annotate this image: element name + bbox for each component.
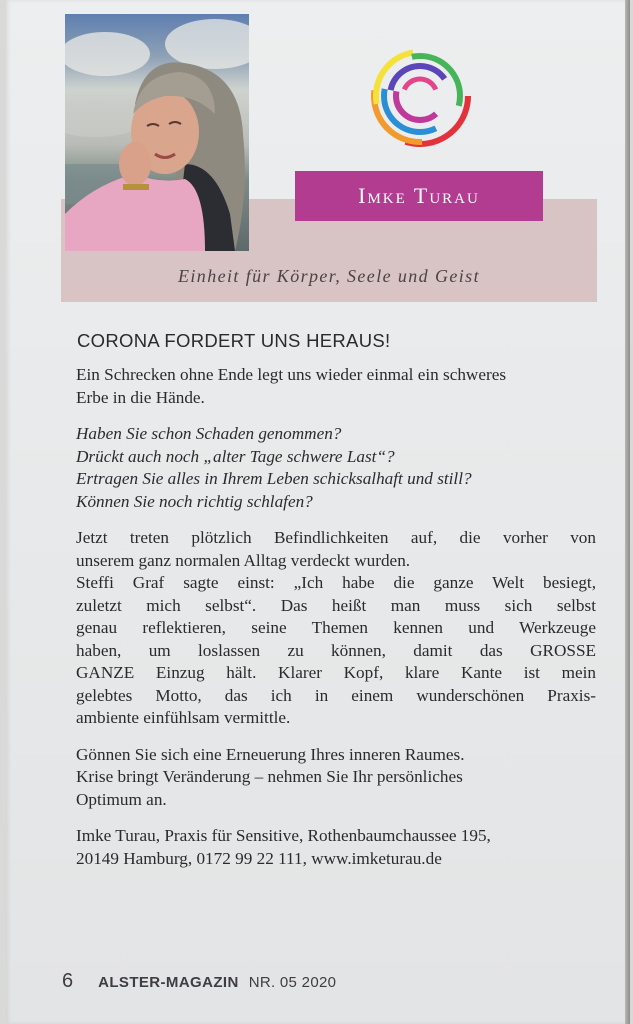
body-line: gelebtes Motto, das ich in einem wunderschönen Praxis- [76,685,596,705]
body-line: haben, um loslassen zu können, damit das GROSSE [76,640,596,660]
portrait-photo [65,14,249,251]
issue-number: NR. 05 2020 [248,974,337,991]
body-line: zuletzt mich selbst“. Das heißt man muss sich selbst [76,595,596,615]
closing-line: Gönnen Sie sich eine Erneuerung Ihres inneren Raumes. [76,744,465,764]
intro-paragraph [76,364,596,409]
question-line: Haben Sie schon Schaden genommen? [76,424,342,443]
body-line: GANZE Einzug hält. Klarer Kopf, klare Kante ist mein [76,663,596,682]
closing-line: Krise bringt Veränderung – nehmen Sie Ihr persönliches [76,767,463,786]
closing-line: Optimum an. [76,789,167,809]
name-label: Imke Turau [295,171,543,221]
article [76,330,596,884]
question-line: Drückt auch noch „alter Tage schwere Last“? [76,446,395,466]
body-line: Steffi Graf sagte einst: „Ich habe die ganze Welt besiegt, [76,573,596,592]
questions-paragraph [76,423,596,513]
contact-line: 20149 Hamburg, 0172 99 22 111, www.imketurau.de [76,848,442,868]
tagline: Einheit für Körper, Seele und Geist [178,266,480,286]
page-edge [625,0,630,1024]
question-line: Können Sie noch richtig schlafen? [76,491,313,511]
contact-line: Imke Turau, Praxis für Sensitive, Rothenbaumchaussee 195, [76,826,491,845]
body-line: ambiente einfühlsam vermittle. [76,708,291,727]
body-line: unserem ganz normalen Alltag verdeckt wurden. [76,550,411,570]
article-headline: CORONA FORDERT UNS HERAUS! [77,330,391,351]
page-footer [62,970,336,996]
contact-paragraph [76,825,596,870]
body-paragraph [76,527,596,730]
intro-line: Erbe in die Hände. [76,387,205,407]
question-line: Ertragen Sie alles in Ihrem Leben schicksalhaft und still? [76,469,472,488]
body-line: genau reflektieren, seine Themen kennen und Werkzeuge [76,618,596,637]
closing-paragraph [76,744,596,812]
page-number: 6 [62,970,74,992]
body-line: Jetzt treten plötzlich Befindlichkeiten auf, die vorher von [76,528,596,547]
intro-line: Ein Schrecken ohne Ende legt uns wieder einmal ein schweres [76,365,507,384]
magazine-name: ALSTER-MAGAZIN [98,974,239,991]
rainbow-swirl-logo-icon [362,42,478,150]
